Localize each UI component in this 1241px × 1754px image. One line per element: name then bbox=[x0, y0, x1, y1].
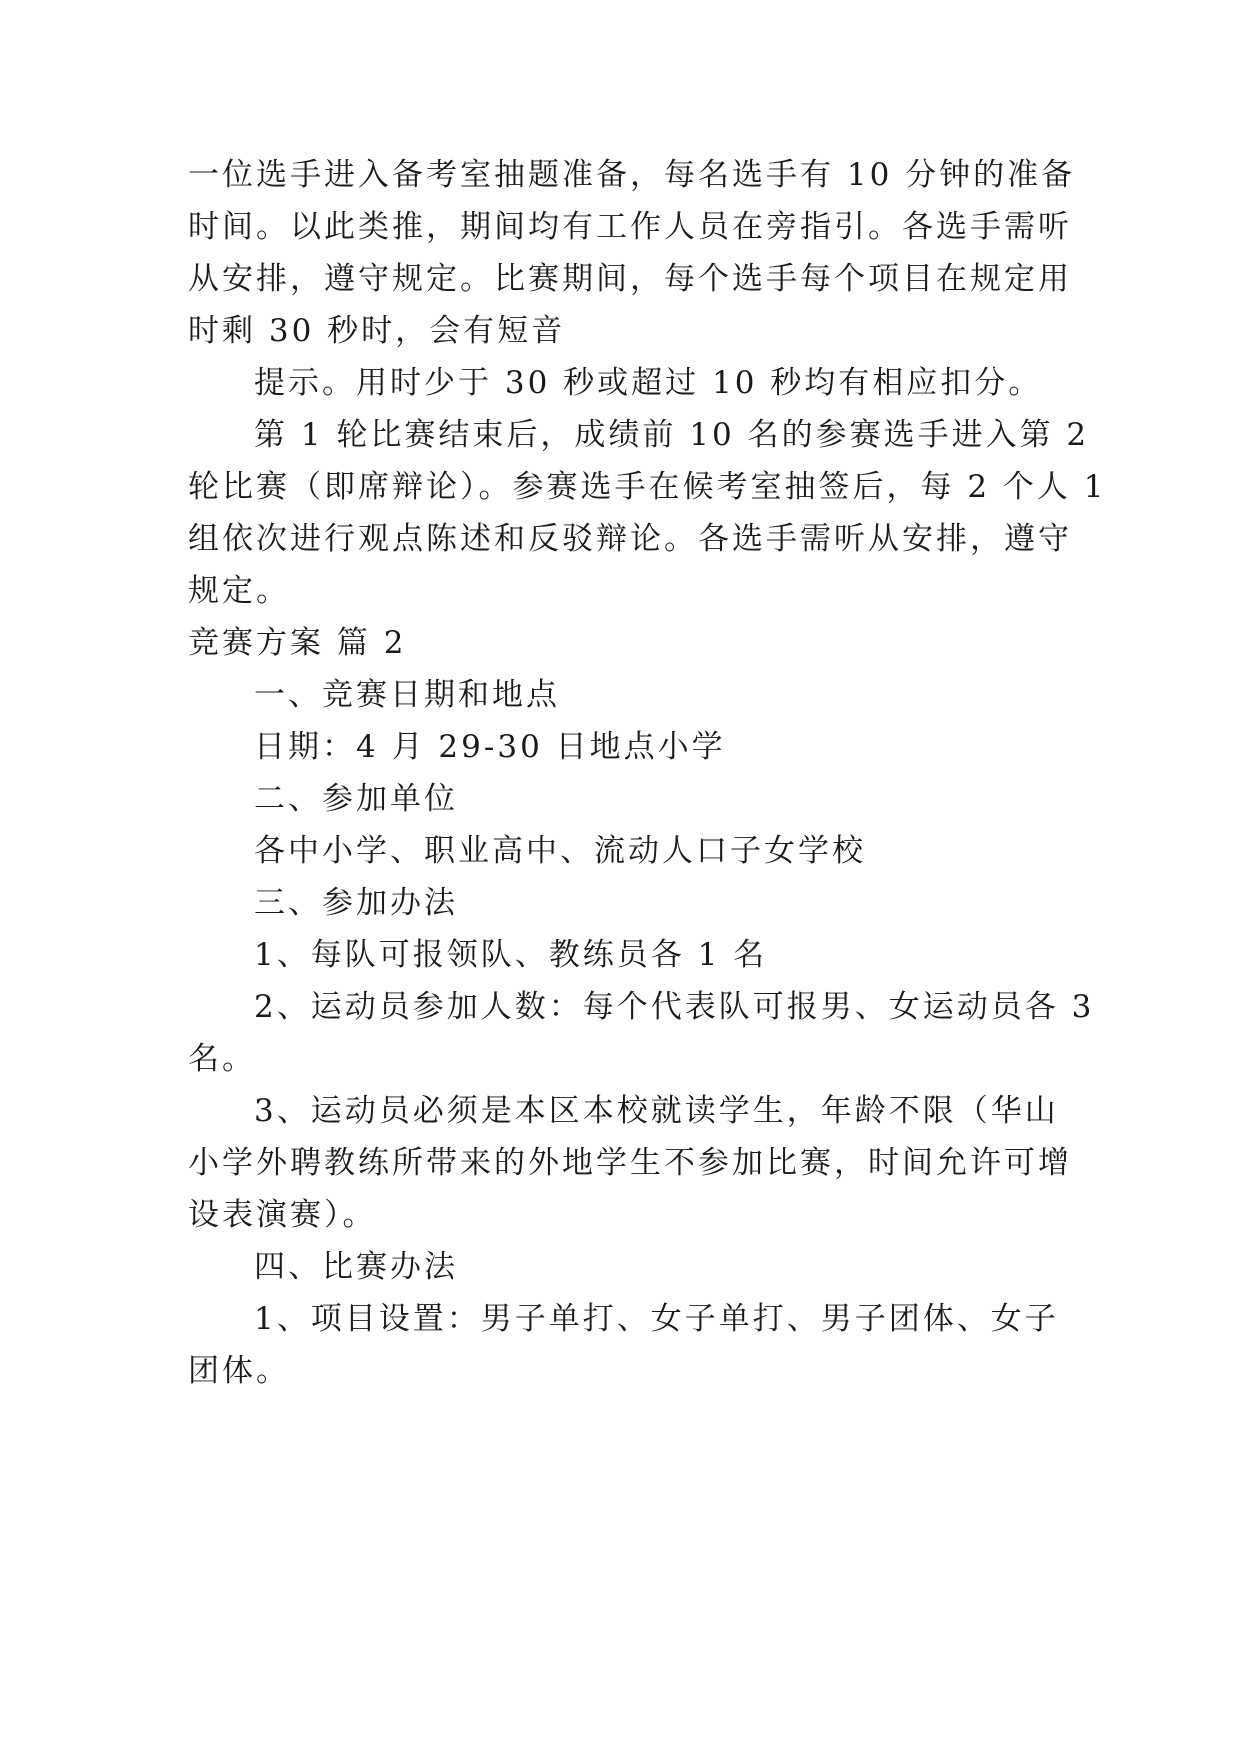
paragraph-line: 时剩 30 秒时，会有短音 bbox=[188, 313, 566, 349]
paragraph-line: 组依次进行观点陈述和反驳辩论。各选手需听从安排，遵守 bbox=[188, 521, 1072, 557]
paragraph-line: 提示。用时少于 30 秒或超过 10 秒均有相应扣分。 bbox=[254, 365, 1043, 401]
section-heading: 竞赛方案 篇 2 bbox=[188, 625, 407, 661]
paragraph-line: 时间。以此类推，期间均有工作人员在旁指引。各选手需听 bbox=[188, 209, 1072, 245]
rule-item-continuation: 设表演赛）。 bbox=[188, 1197, 377, 1233]
heading: 一、竞赛日期和地点 bbox=[254, 677, 560, 713]
participating-units-line: 各中小学、职业高中、流动人口子女学校 bbox=[254, 833, 866, 869]
paragraph-line: 从安排，遵守规定。比赛期间，每个选手每个项目在规定用 bbox=[188, 261, 1072, 297]
paragraph-line: 第 1 轮比赛结束后，成绩前 10 名的参赛选手进入第 2 bbox=[254, 417, 1090, 453]
event-setting-continuation: 团体。 bbox=[188, 1353, 290, 1389]
rule-item-continuation: 名。 bbox=[188, 1041, 256, 1077]
paragraph-line: 一位选手进入备考室抽题准备，每名选手有 10 分钟的准备 bbox=[188, 157, 1076, 193]
paragraph-line: 轮比赛（即席辩论）。参赛选手在候考室抽签后，每 2 个人 1 bbox=[188, 469, 1107, 505]
paragraph-line: 规定。 bbox=[188, 573, 290, 609]
heading: 四、比赛办法 bbox=[254, 1249, 458, 1285]
date-location-line: 日期：4 月 29-30 日地点小学 bbox=[254, 729, 726, 765]
heading: 二、参加单位 bbox=[254, 781, 458, 817]
event-setting-line: 1、项目设置：男子单打、女子单打、男子团体、女子 bbox=[254, 1301, 1059, 1337]
rule-item: 3、运动员必须是本区本校就读学生，年龄不限（华山 bbox=[254, 1093, 1059, 1129]
rule-item-continuation: 小学外聘教练所带来的外地学生不参加比赛，时间允许可增 bbox=[188, 1145, 1072, 1181]
heading: 三、参加办法 bbox=[254, 885, 458, 921]
rule-item: 2、运动员参加人数：每个代表队可报男、女运动员各 3 bbox=[254, 989, 1095, 1025]
rule-item: 1、每队可报领队、教练员各 1 名 bbox=[254, 937, 768, 973]
